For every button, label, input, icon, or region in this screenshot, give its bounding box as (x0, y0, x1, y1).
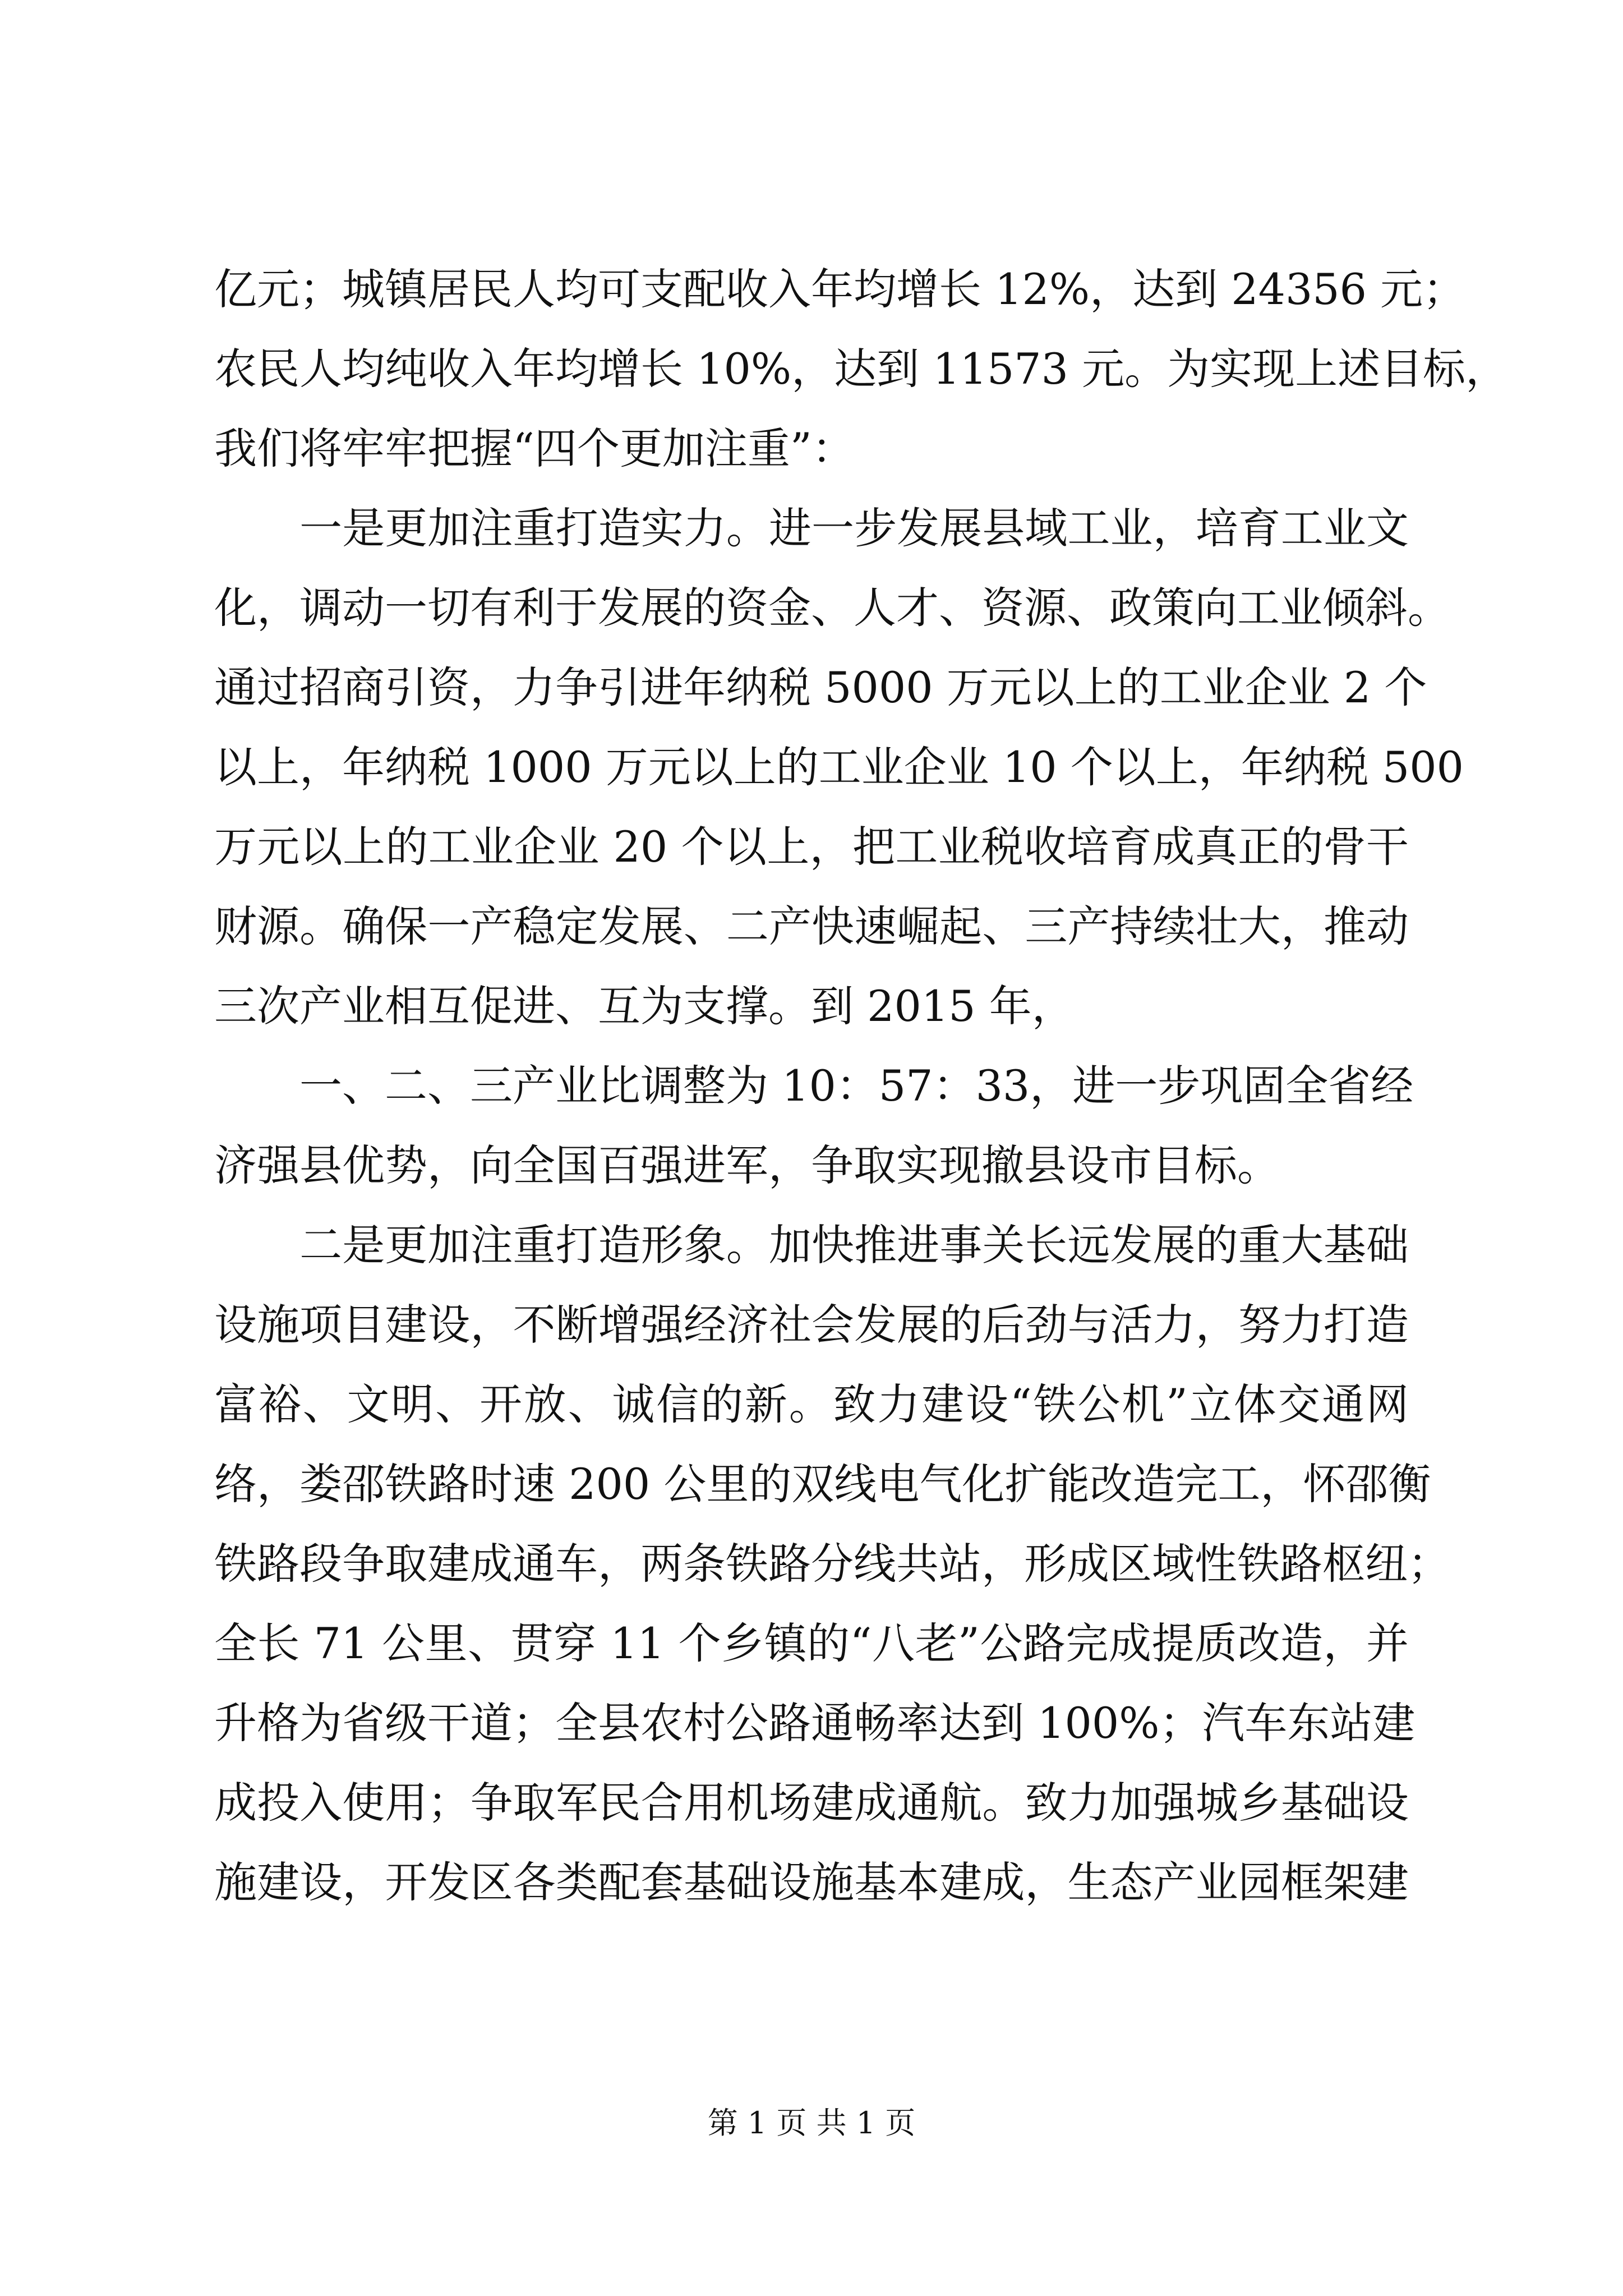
text-line: 施建设，开发区各类配套基础设施基本建成，生态产业园框架建 (214, 1857, 1409, 1907)
text-line: 化，调动一切有利于发展的资金、人才、资源、政策向工业倾斜。 (214, 583, 1450, 633)
text-line: 全长 71 公里、贯穿 11 个乡镇的“八老”公路完成提质改造，并 (214, 1618, 1409, 1668)
text-line: 二是更加注重打造形象。加快推进事关长远发展的重大基础 (214, 1220, 1409, 1270)
text-line: 铁路段争取建成通车，两条铁路分线共站，形成区域性铁路枢纽； (214, 1539, 1450, 1589)
page-number: 第 1 页 共 1 页 (707, 2105, 916, 2141)
text-line: 通过招商引资，力争引进年纳税 5000 万元以上的工业企业 2 个 (214, 662, 1427, 712)
text-line: 三次产业相互促进、互为支撑。到 2015 年， (214, 981, 1075, 1031)
text-line: 财源。确保一产稳定发展、二产快速崛起、三产持续壮大，推动 (214, 901, 1409, 951)
text-line: 我们将牢牢把握“四个更加注重”： (214, 424, 855, 473)
text-line: 农民人均纯收入年均增长 10%，达到 11573 元。为实现上述目标， (214, 344, 1509, 394)
document-body (214, 250, 1509, 1922)
page-footer (0, 2104, 1623, 2143)
text-line: 成投入使用；争取军民合用机场建成通航。致力加强城乡基础设 (214, 1778, 1409, 1828)
text-line: 络，娄邵铁路时速 200 公里的双线电气化扩能改造完工，怀邵衡 (214, 1459, 1431, 1509)
text-line: 设施项目建设，不断增强经济社会发展的后劲与活力，努力打造 (214, 1300, 1409, 1350)
text-line: 万元以上的工业企业 20 个以上，把工业税收培育成真正的骨干 (214, 822, 1409, 872)
text-line: 济强县优势，向全国百强进军，争取实现撤县设市目标。 (214, 1140, 1280, 1190)
text-line: 以上，年纳税 1000 万元以上的工业企业 10 个以上，年纳税 500 (214, 742, 1464, 792)
text-line: 一是更加注重打造实力。进一步发展县域工业，培育工业文 (214, 503, 1409, 553)
text-line: 一、二、三产业比调整为 10：57：33，进一步巩固全省经 (214, 1061, 1414, 1111)
text-line: 富裕、文明、开放、诚信的新。致力建设“铁公机”立体交通网 (214, 1379, 1409, 1429)
text-line: 升格为省级干道；全县农村公路通畅率达到 100%；汽车东站建 (214, 1698, 1415, 1748)
text-line: 亿元；城镇居民人均可支配收入年均增长 12%，达到 24356 元； (214, 264, 1466, 314)
